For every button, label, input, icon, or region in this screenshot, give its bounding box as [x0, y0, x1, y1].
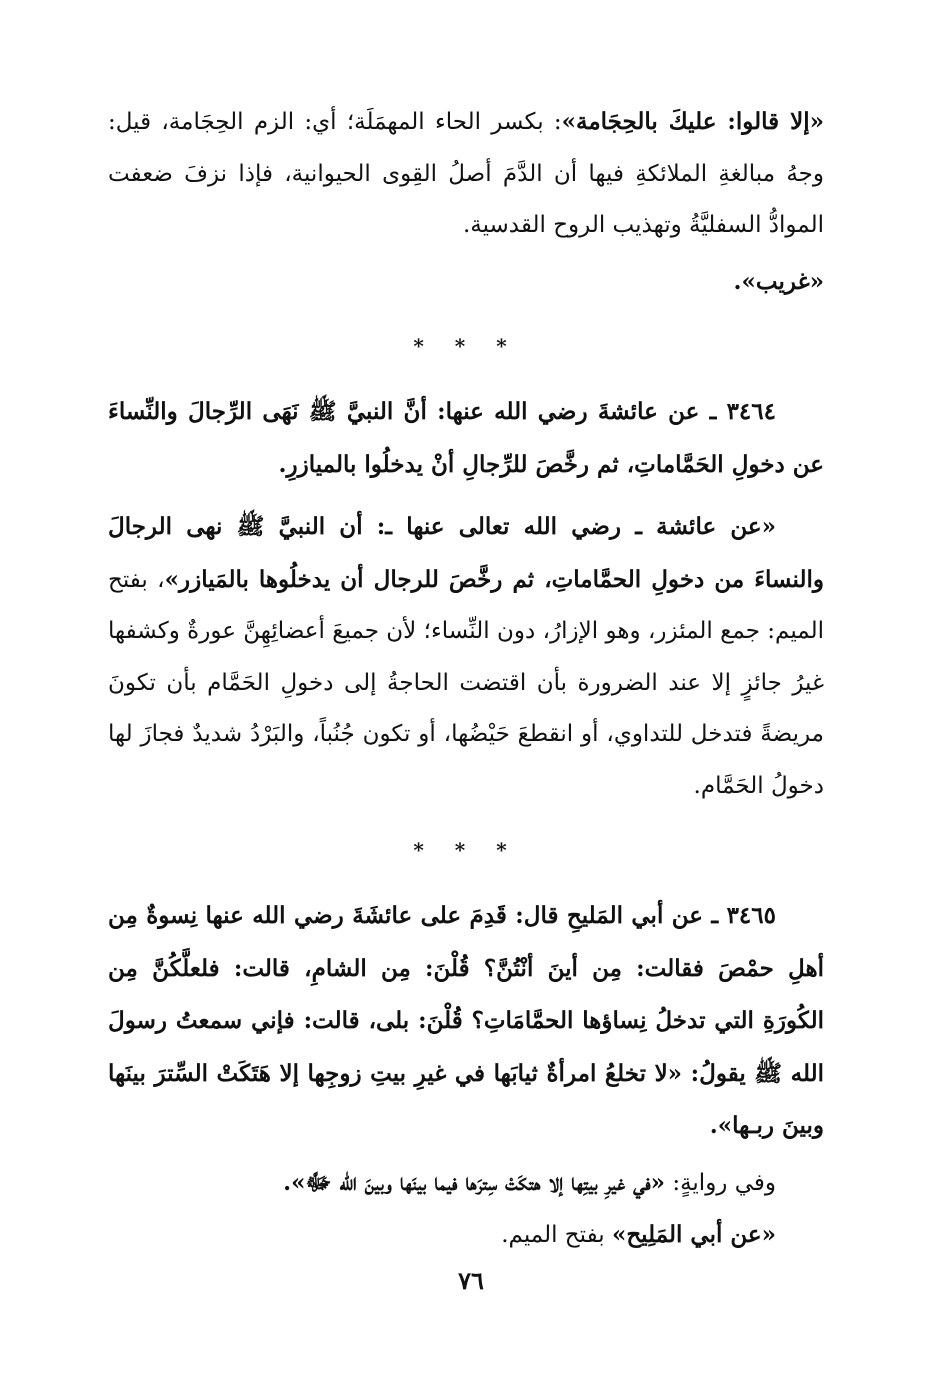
hadith-text: ٣٤٦٥ ـ عن أبي المَليحِ قال: قَدِمَ على عائشَةَ رضي الله عنها نِسوةٌ مِن أهلِ حمْصَ فقالت: مِن أينَ أنْتُنَّ؟ قُلْنَ: مِن الشامِ، قالت: فلعلَّكُنَّ مِن الكُورَةِ التي تدخلُ نِساؤها الحمَّامَاتِ؟ قُلْنَ: بلى، قالت: فإني سمعتُ رسولَ الله ﷺ يقولُ: «لا تخلعُ امرأةٌ ثيابَها في غيرِ بيتِ زوجِها إلا هَتَكَتْ السِّترَ بينَها وبينَ ربـها».	[108, 902, 824, 1139]
commentary-text: ، بفتح الميم: جمع المئزر، وهو الإزارُ، دون النِّساء؛ لأن جميعَ أعضائِهِنَّ عورةٌ وكشفها غيرُ جائزٍ إلا عند الضرورة بأن اقتضت الحاجةُ إلى دخولِ الحَمَّام بأن تكونَ مريضةً فتدخل للتداوي، أو انقطعَ حَيْضُها، أو تكون جُنُباً، والبَرْدُ شديدٌ فجازَ لها دخولُ الحَمَّام.	[108, 566, 824, 799]
quoted-phrase: «إلا قالوا: عليكَ بالحِجَامة»	[561, 108, 825, 135]
grading-note	[108, 256, 824, 309]
hadith-3465	[108, 890, 824, 1153]
hadith-text: ٣٤٦٤ ـ عن عائشةَ رضي الله عنها: أنَّ النبيَّ ﷺ نَهَى الرِّجالَ والنِّساءَ عن دخولِ الحَمَّاماتِ، ثم رخَّصَ للرِّجالِ أنْ يدخلُوا بالميازرِ.	[108, 398, 824, 478]
commentary-paragraph-3465	[108, 1209, 824, 1262]
commentary-text: : بكسر الحاء المهمَلَة؛ أي: الزم الحِجَامة، قيل: وجهُ مبالغةِ الملائكةِ فيها أن الدَّمَ أصلُ القِوى الحيوانية، فإذا نزفَ ضعفت الموادُّ السفليَّةُ وتهذيب الروح القدسية.	[108, 109, 824, 238]
narration-text: «في غيرِ بيتِها إلا هتكَتْ سِترَها فيما بينَها وبينَ الله ﷻ».	[283, 1168, 666, 1196]
quoted-phrase: «عن عائشة ـ رضي الله تعالى عنها ـ: أن النبيَّ ﷺ نهى الرجالَ والنساءَ من دخولِ الحمَّاماتِ، ثم رخَّصَ للرجال أن يدخلُوها بالمَيازر»	[108, 513, 824, 593]
commentary-paragraph-hijama	[108, 96, 824, 252]
grading-label: «غريب».	[733, 267, 824, 295]
quoted-phrase: «عن أبي المَلِيح»	[611, 1221, 776, 1248]
commentary-paragraph-3464	[108, 501, 824, 812]
section-separator: * * *	[413, 838, 519, 862]
hadith-3464	[108, 386, 824, 491]
alternate-narration	[108, 1157, 824, 1210]
page-number: ٧٦	[458, 1266, 484, 1295]
section-separator: * * *	[413, 334, 519, 358]
page-body	[108, 96, 824, 1262]
commentary-text: بفتح الميم.	[501, 1222, 612, 1248]
narration-intro: وفي روايةٍ:	[665, 1169, 776, 1196]
